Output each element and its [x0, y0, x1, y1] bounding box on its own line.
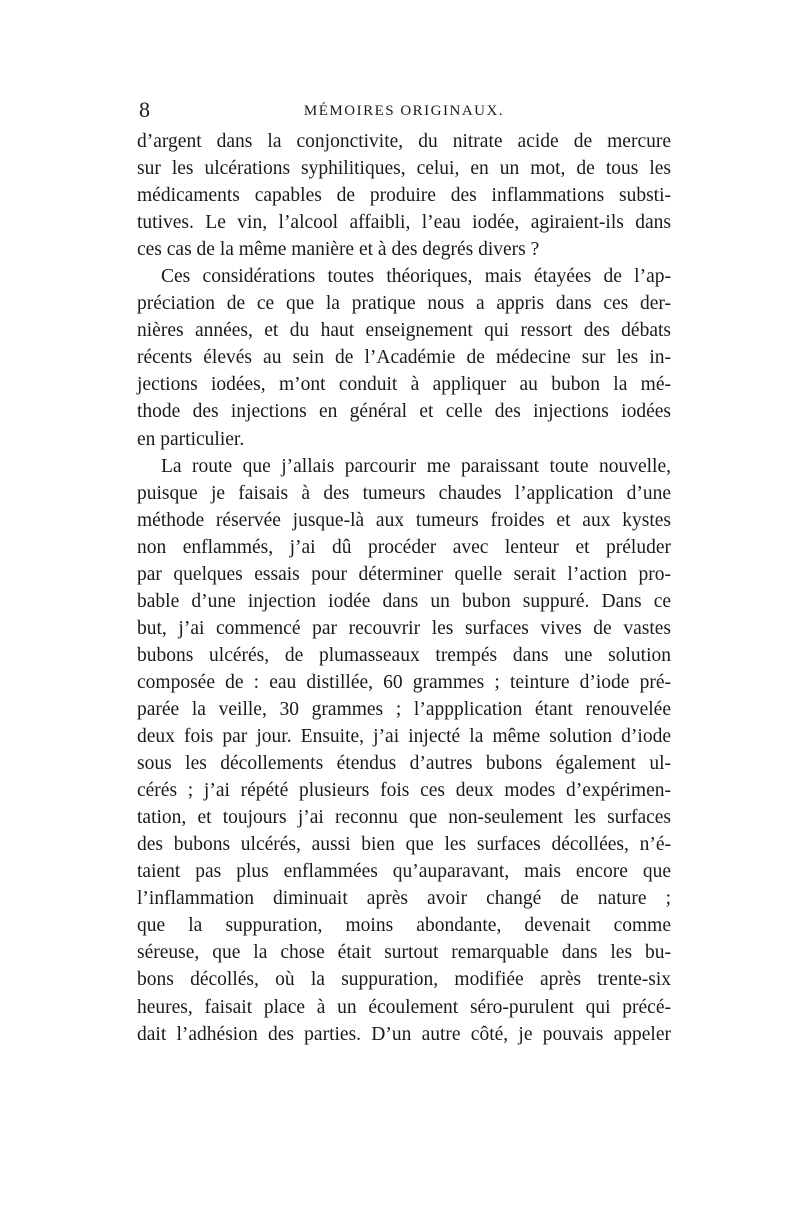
text-line: des bubons ulcérés, aussi bien que les surfaces décollées, n’é-: [137, 834, 671, 856]
text-line: non enflammés, j’ai dû procéder avec lenteur et préluder: [137, 536, 671, 558]
text-line: d’argent dans la conjonctivite, du nitrate acide de mercure: [137, 131, 671, 152]
text-line: méthode réservée jusque-là aux tumeurs froides et aux kystes: [137, 509, 671, 531]
text-line: l’inflammation diminuait après avoir changé de nature ;: [137, 888, 671, 910]
text-line: bubons ulcérés, de plumasseaux trempés dans une solution: [137, 644, 671, 666]
text-line: composée de : eau distillée, 60 grammes ; teinture d’iode pré-: [137, 671, 671, 693]
text-line: but, j’ai commencé par recouvrir les surfaces vives de vastes: [137, 617, 671, 639]
text-line: taient pas plus enflammées qu’auparavant, mais encore que: [137, 861, 671, 883]
text-line: bable d’une injection iodée dans un bubon suppuré. Dans ce: [137, 590, 671, 612]
text-line: sous les décollements étendus d’autres bubons également ul-: [137, 753, 671, 775]
text-line: bons décollés, où la suppuration, modifiée après trente-six: [137, 969, 671, 991]
text-line: nières années, et du haut enseignement qui ressort des débats: [137, 320, 671, 342]
text-line: Ces considérations toutes théoriques, mais étayées de l’ap-: [161, 266, 671, 288]
text-line: dait l’adhésion des parties. D’un autre côté, je pouvais appeler: [137, 1023, 671, 1045]
text-line: médicaments capables de produire des inflammations substi-: [137, 185, 671, 207]
text-line: par quelques essais pour déterminer quelle serait l’action pro-: [137, 563, 671, 585]
body-text: [137, 128, 671, 1048]
page-header: [139, 96, 669, 124]
running-head: MÉMOIRES ORIGINAUX.: [303, 103, 505, 119]
text-line: puisque je faisais à des tumeurs chaudes l’application d’une: [137, 482, 671, 504]
text-line: deux fois par jour. Ensuite, j’ai injecté la même solution d’iode: [137, 726, 671, 748]
text-line: jections iodées, m’ont conduit à appliquer au bubon la mé-: [137, 374, 671, 396]
text-line: thode des injections en général et celle des injections iodées: [137, 401, 671, 423]
text-line: ces cas de la même manière et à des degrés divers ?: [137, 239, 540, 261]
text-line: récents élevés au sein de l’Académie de médecine sur les in-: [137, 347, 671, 369]
text-line: La route que j’allais parcourir me paraissant toute nouvelle,: [161, 455, 671, 477]
text-line: préciation de ce que la pratique nous a appris dans ces der-: [137, 293, 671, 315]
text-line: tation, et toujours j’ai reconnu que non-seulement les surfaces: [137, 807, 671, 829]
text-line: que la suppuration, moins abondante, devenait comme: [137, 915, 671, 937]
text-line: cérés ; j’ai répété plusieurs fois ces deux modes d’expérimen-: [137, 780, 671, 802]
text-line: en particulier.: [137, 428, 245, 450]
text-line: parée la veille, 30 grammes ; l’appplication étant renouvelée: [137, 698, 671, 720]
text-line: sur les ulcérations syphilitiques, celui, en un mot, de tous les: [137, 158, 671, 180]
text-line: heures, faisait place à un écoulement séro-purulent qui précé-: [137, 996, 671, 1018]
page-number: 8: [139, 97, 150, 122]
text-line: tutives. Le vin, l’alcool affaibli, l’eau iodée, agiraient-ils dans: [137, 212, 671, 234]
text-line: séreuse, que la chose était surtout remarquable dans les bu-: [137, 942, 671, 964]
